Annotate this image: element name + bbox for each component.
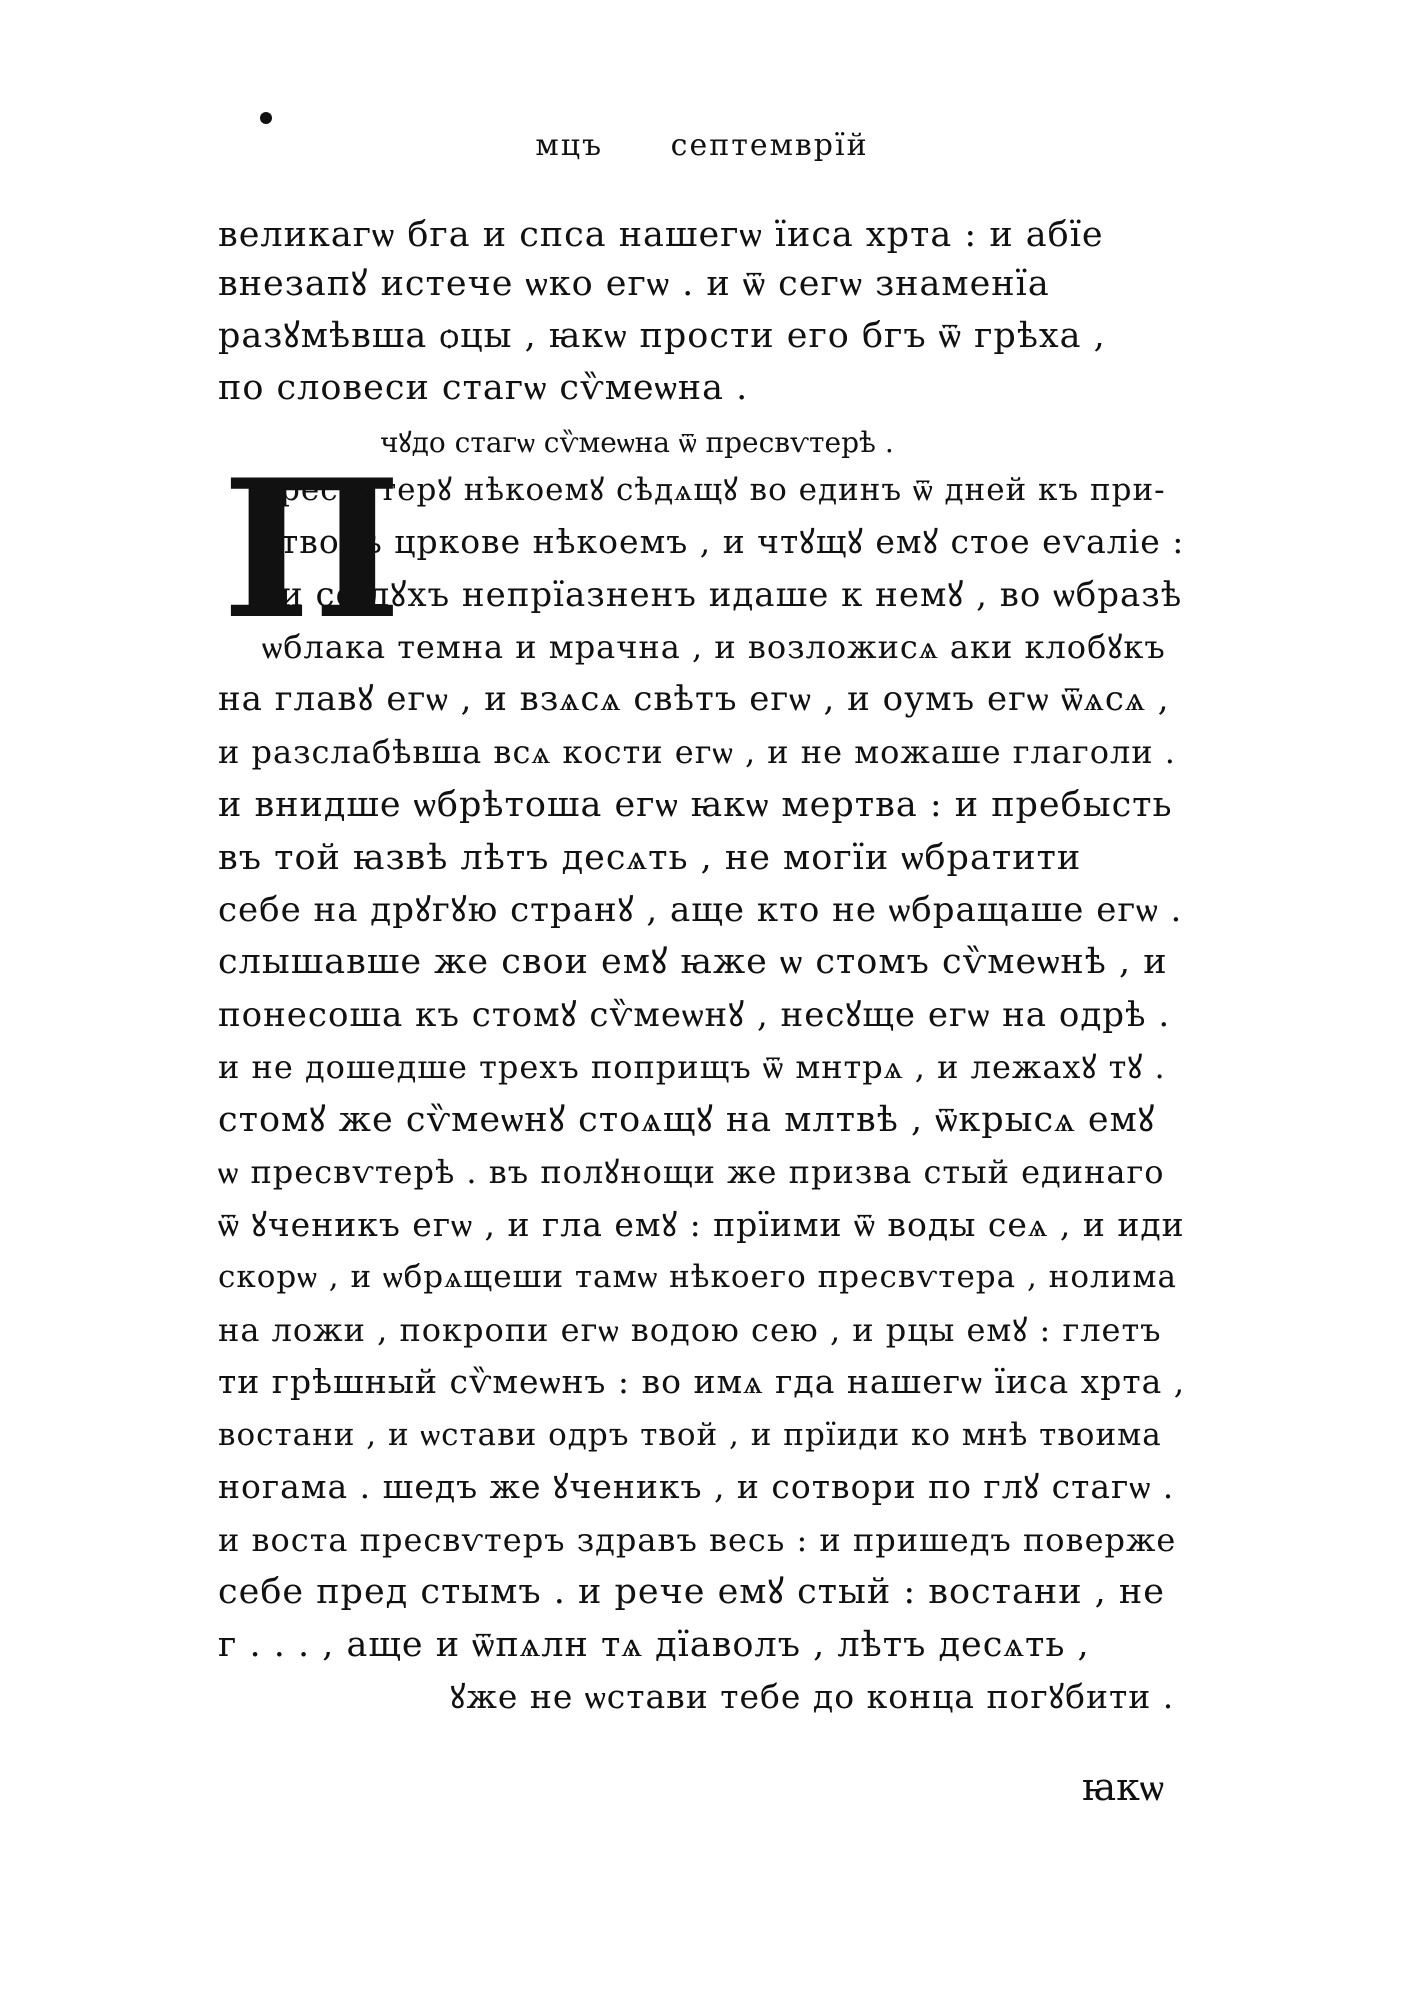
text-line-4: по словеси стагѡ сѷмеѡна . — [218, 368, 749, 408]
text-line-2: внезапꙋ истече ѡко егѡ . и ѿ сегѡ знаменїа — [218, 264, 1050, 304]
ink-dot — [260, 112, 272, 124]
text-line-6: творѣ цркове нѣкоемъ , и чтꙋщꙋ емꙋ стое еѵаліе : — [280, 522, 1185, 561]
text-line-9: на главꙋ егѡ , и взѧсѧ свѣтъ егѡ , и оумъ егѡ ѿѧсѧ , — [218, 679, 1170, 719]
text-line-15: понесоша къ стомꙋ сѷмеѡнꙋ , несꙋще егѡ на одрѣ . — [218, 995, 1171, 1035]
text-line-7: и се дꙋхъ непрїазненъ идаше к немꙋ , во ѡбразѣ — [280, 575, 1183, 615]
text-line-10: и разслабѣвша всѧ кости егѡ , и не можаше глаголи . — [218, 733, 1176, 771]
text-line-14: слышавше же свои емꙋ ꙗже ѡ стомъ сѷмеѡнѣ , и — [218, 942, 1168, 982]
text-line-12: въ той ꙗзвѣ лѣтъ десѧть , не могїи ѡбратити — [218, 838, 1082, 878]
text-line-1: великагѡ бга и спса нашегѡ їиса хрта : и абїе — [218, 215, 1104, 255]
text-line-11: и внидше ѡбрѣтоша егѡ ꙗкѡ мертва : и пребысть — [218, 785, 1173, 825]
text-line-27: г . . . , аще и ѿпѧлн тѧ дїаволъ , лѣтъ десѧть , — [218, 1625, 1090, 1665]
header-september: септемврїй — [670, 128, 869, 163]
drop-cap-initial: П — [222, 438, 402, 661]
catchword: ꙗкѡ — [1082, 1765, 1164, 1809]
text-line-19: ѿ ꙋченикъ егѡ , и гла емꙋ : прїими ѿ воды сеѧ , и иди — [218, 1205, 1185, 1244]
section-heading: чꙋдо стагѡ сѷмеѡна ѿ пресвѵтерѣ . — [380, 426, 894, 459]
text-line-25: и воста пресвѵтеръ здравъ весь : и пришедъ поверже — [218, 1521, 1177, 1559]
text-line-24: ногама . шедъ же ꙋченикъ , и сотвори по глꙋ стагѡ . — [218, 1467, 1175, 1506]
text-line-22: ти грѣшный сѷмеѡнъ : во имѧ гда нашегѡ їиса хрта , — [218, 1362, 1186, 1401]
text-line-21: на ложи , покропи егѡ водою сею , и рцы емꙋ : глетъ — [218, 1311, 1162, 1349]
text-line-8: ѡблака темна и мрачна , и возложисѧ аки клобꙋкъ — [262, 628, 1166, 666]
text-line-3: разꙋмѣвша ѻцы , ꙗкѡ прости его бгъ ѿ грѣха , — [218, 316, 1106, 356]
text-line-26: себе пред стымъ . и рече емꙋ стый : востани , не — [218, 1572, 1165, 1612]
text-line-23: востани , и ѡстави одръ твой , и прїиди ко мнѣ твоима — [218, 1417, 1162, 1453]
text-line-18: ѡ пресвѵтерѣ . въ полꙋнощи же призва стый единаго — [218, 1153, 1165, 1191]
text-line-17: стомꙋ же сѷмеѡнꙋ стоѧщꙋ на млтвѣ , ѿкрысѧ емꙋ — [218, 1100, 1156, 1140]
running-header — [0, 128, 1404, 163]
text-line-5: ресвѵтерꙋ нѣкоемꙋ сѣдѧщꙋ во единъ ѿ дней къ при- — [280, 472, 1166, 508]
text-line-28: ꙋже не ѡстави тебе до конца погꙋбити . — [450, 1677, 1175, 1716]
text-line-16: и не дошедше трехъ поприщъ ѿ мнтрѧ , и лежахꙋ тꙋ . — [218, 1048, 1166, 1086]
header-month: мцъ — [535, 128, 604, 163]
text-line-13: себе на дрꙋгꙋю странꙋ , аще кто не ѡбращаше егѡ . — [218, 890, 1183, 930]
text-line-20: скорѡ , и ѡбрѧщеши тамѡ нѣкоего пресвѵтера , нолима — [218, 1259, 1177, 1295]
